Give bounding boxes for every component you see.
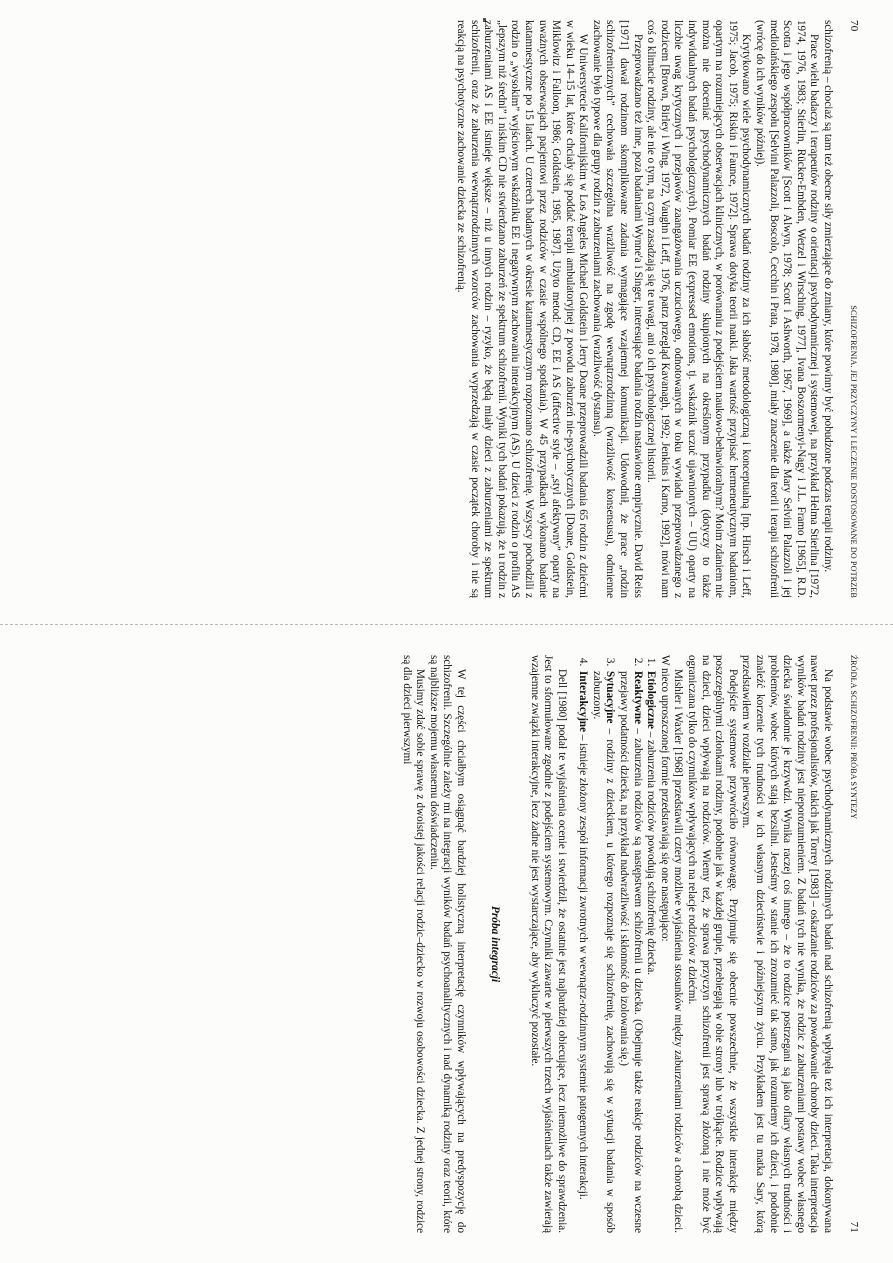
list-term: Sytuacyjne [604,671,617,724]
paragraph: W tej części chciałbym osiągnąć bardziej holistyczną interpretację czynników wpływających na predyspozycję do schizofrenii. Szczególnie zależy mi na integracji wyników badań psychoanalitycznych i nad dynamiką rodziny oraz teorii, które są najbliższe mojemu własnemu doświadczeniu. [427,655,467,1233]
list-item [617,669,644,1233]
section-title: Próba integracji [488,905,501,983]
page-71 [40,655,860,1233]
paragraph: Musimy zdać sobie sprawę z dwoistej jakości relacji rodzic–dziecko w rozwoju osobowości dziecka. Z jednej strony, rodzice są dla dzieci pierwszymi [400,655,427,1233]
list-text: – zaburzenia rodziców powodują schizofrenię dziecka. [645,728,658,976]
page-body [399,655,834,1233]
running-head [848,20,860,598]
list-text: – zaburzenia rodziców są następstwem schizofrenii u dziecka. (Obejmuje także reakcje rodziców na wczesne przejawy podatności dziecka, na przykład nadwrażliwość i skłonność do izolowania się.) [618,671,644,1233]
paragraph: Przeprowadzano też inne, poza badaniami Wynne'a i Singer, interesujące badania rodzin nastawione empirycznie. David Reiss [1971] dawał rodzinom skomplikowane zadania wymagające wzajemnej komunikacji. Udowodnił, że prace „rodzin schizofrenicznych” cechowała szczególna wrażliwość na zgodę wewnątrzrodzinną (wrażliwość konsensusu), odmienne zachowanie było typowe dla grupy rodzin z zaburzeniami zachowania (wrażliwość dystansu). [590,20,644,598]
paragraph: Mishler i Waxler [1968] przedstawili cztery możliwe wyjaśnienia stosunków między zaburzeniami rodziców a chorobą dzieci. W nieco uproszczonej formie przedstawiają się one następująco: [658,655,685,1233]
list-term: Interakcyjne [577,671,590,733]
page-70-frame [40,20,860,598]
paragraph: Dell [1980] podał te wyjaśnienia ocenie i stwierdził, że ostatnie jest najbardziej obiecujące, lecz niemożliwe do sprawdzenia. Jest to sformułowane zgodnie z podejściem systemowym. Czynniki zawarte w pierwszych trzech wyjaśnieniach także zawierają wzajemne związki interakcyjne, lecz żadne nie jest wystarczające, aby wykluczyć pozostałe. [528,655,568,1233]
running-head [848,655,860,1233]
page-body [453,20,834,598]
paragraph: Na podstawie wobec psychodynamicznych rodzinnych badań nad schizofrenią wpłynęła też ich interpretacja, dokonywana nawet przez profesjonalistów, takich jak Torrey [1983] – oskarżanie rodziców za powodowanie choroby dzieci. Taka interpretacja wyników badań rodziny jest nieporozumieniem. Z badań tych nie wynika, że rodzic z zaburzeniami postawy wobec własnego dziecka świadomie je krzywdzi. Wynika raczej coś innego – że to rodzice postrzegani są jako ofiary własnych trudności i problemów, wobec których stają bezsilni. Jesteśmy w stanie ich zrozumieć tak samo, jak rozumiemy ich dzieci, i podobnie znaleźć korzenie tych trudności w ich własnym dzieciństwie i późniejszym życiu. Przykładem jest tu matka Sary, którą przedstawiłem w rozdziale pierwszym. [740,655,834,1233]
page-fold-divider [0,624,893,626]
list-text: – rodziny z dzieckiem, u którego rozpoznaje się schizofrenię, zachowują się w sytuacji badania w sposób zaburzony. [590,671,617,1233]
paragraph: Prace wielu badaczy i terapeutów rodziny o orientacji psychodynamicznej i systemowej, na przykład Helma Stierlina [1972, 1974, 1976, 1983; Stierlin, Rücker-Embden, Wetzel i Wirsching, 1977], Ivana Boszormenyi-Nagy i J.L. Framo [1965], R.D. Scotta i jego współpracowników [Scott i Alwyn, 1978; Scott i Ashworth, 1967, 1969], a także Mary Selvini Palazzoli i jej mediolańskiego zespołu [Selvini Palazzoli, Boscolo, Cecchin i Prata, 1978, 1980], miały znaczenie dla teorii i terapii schizofrenii (wrócę do ich wyników później). [754,20,821,598]
running-title: ŹRÓDŁA SCHIZOFRENII: PRÓBA SYNTEZY [849,655,858,820]
list-item [644,669,658,1233]
page-71-frame [40,655,860,1233]
paragraph: Podejście systemowe przywróciło równowagę. Przyjmuje się obecnie powszechnie, że wszystkie interakcje między poszczególnymi członkami rodziny, podobnie jak w każdej grupie, przebiegają w obie strony lub w trójkącie. Rodzice wpływają na dzieci, dzieci wpływają na rodziców. Wiemy też, że sprawa przyczyn schizofrenii jest sprawą złożoną i nie może być ograniczana tylko do czynników wpływających na relacje rodziców z dziećmi. [686,655,739,1233]
page-70 [40,20,860,598]
list-item [576,669,590,1233]
paragraph: schizofrenią – chociaż są tam też obecne siły zmierzające do zmiany, które powinny być pobudzone podczas terapii rodziny. [822,20,834,573]
running-title: SCHIZOFRENIA. JEJ PRZYCZYNY I LECZENIE DOSTOSOWANE DO POTRZEB [849,305,858,598]
page-number: 71 [848,1221,860,1233]
list-term: Reaktywne [631,671,644,724]
list-item [589,669,616,1233]
paragraph: W Uniwersytecie Kalifornijskim w Los Angeles Michael Goldstein i Jerry Doane przeprowadzili badania 65 rodzin z dziećmi w wieku 14–15 lat, które chciały się poddać terapii ambulatoryjnej z powodu zaburzeń nie-psychotycznych [Doane, Goldstein, Miklowitz i Falloon, 1986; Goldstein, 1985, 1987]. Użyto metod: CD, EE i AS (affective style – „styl afektywny” oparty na uważnych obserwacjach pacjentowi przez rodziców w czasie wspólnego spotkania). W 45 przypadkach wykonano badanie katamnestyczne po 15 latach. U czterech badanych w okresie katamnestycznym rozpoznano schizofrenię. Wszyscy pochodzili z rodzin o „wysokim” wyjściowym wskaźniku EE i negatywnym zachowaniu interakcyjnym (AS). U dzieci z rodzin o profilu AS „lepszym niż średni” i niskim CD nie stwierdzano zaburzeń ze spektrum schizofrenii. Wyniki tych badań pokazują, że u rodzin z zaburzeniami AS i EE istnieje większe – niż u innych rodzin – ryzyko, że będą miały dzieci z zaburzeniami ze spektrum schizofrenii, oraz że zaburzenia wewnątrzrodzinnych wzorców zachowania wyprzedzają w czasie początek choroby i nie są reakcją na psychotyczne zachowanie dziecka ze schizofrenią. [454,20,590,598]
page-number: 70 [848,20,860,32]
list-text: – istnieje złożony zespół informacji zwrotnych w wewnątrz-rodzinnym systemie patogennych interakcji. [577,732,590,1200]
explanations-list [576,655,658,1233]
paragraph: Krytykowano wiele psychodynamicznych badań rodziny za ich słabość metodologiczną i konceptualną [np. Hirsch i Leff, 1975; Jacob, 1975; Riskin i Faunce, 1972]. Sprawa dotyka teorii nauki. Jaka wartość przypisać hermeneutycznym badaniom, opartym na rozumiejących obserwacjach klinicznych, w porównaniu z podejściem naukowo-behawioralnym? Moim zdaniem nie można nie doceniać psychodynamicznych badań rodziny skupionych na określonym przypadku (dotyczy to także indywidualnych badań psychologicznych). Pomiar EE (expressed emotions, tj. wskaźnik uczuć ujawnionych – UU) oparty na liczbie uwag krytycznych i przejawów zaangażowania uczuciowego, odnotowanych w toku wywiadu przeprowadzanego z rodzicem [Brown, Birley i Wing, 1972, Vaughn i Leff, 1976, patrz przegląd Kavanagh, 1992; Jenkins i Karno, 1992], mówi nam coś o klimacie rodziny, ale nie o tym, na czym zasadzają się te uwagi, ani o ich psychologicznej historii. [645,20,753,598]
list-term: Etiologiczne [645,671,658,729]
